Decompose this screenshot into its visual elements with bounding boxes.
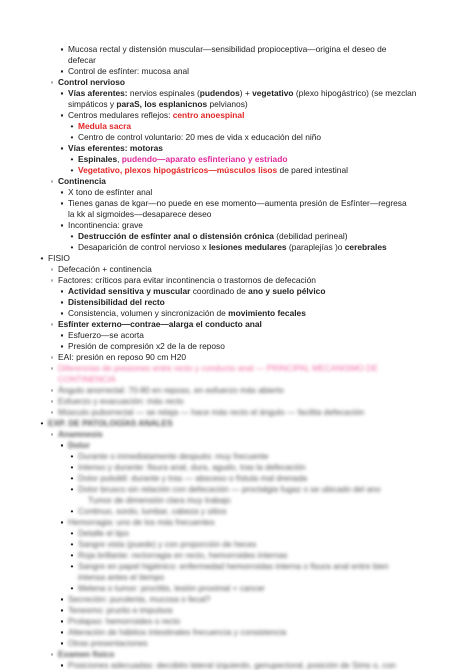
text-line	[60, 44, 387, 54]
bullet-icon: ▪	[60, 627, 64, 637]
bullet-icon: •	[70, 473, 74, 483]
bullet-icon: ▪	[60, 616, 64, 626]
text-run: Prolapso: hemorroides o recto	[68, 616, 181, 626]
bullet-icon: ◦	[50, 319, 54, 329]
text-run: Secreción: purulenta, mucosa o fecal?	[68, 594, 211, 604]
bullet-icon: •	[70, 561, 74, 571]
text-line	[60, 440, 90, 450]
text-run: Ángulo anorrectal: 70-80 en reposo, en esfuerzo más abierto	[58, 385, 284, 395]
text-line	[70, 121, 132, 131]
bullet-icon: ▪	[60, 660, 64, 670]
bullet-icon: ▪	[60, 143, 64, 153]
text-line	[60, 330, 144, 340]
text-line	[70, 539, 257, 549]
text-run: Sangre vista (puede) y con proporción de heces	[78, 539, 257, 549]
bullet-icon: ▪	[60, 638, 64, 648]
text-line	[70, 528, 129, 538]
text-line	[40, 418, 173, 428]
bullet-icon: ▪	[60, 440, 64, 450]
bullet-icon: •	[70, 242, 74, 252]
text-run: Distensibilidad del recto	[68, 297, 165, 307]
text-run: centro anoespinal	[172, 110, 245, 120]
bullet-icon: ◦	[50, 275, 54, 285]
text-run: pudendos	[199, 88, 240, 98]
text-run: ,	[117, 154, 122, 164]
text-line	[70, 473, 308, 483]
text-line	[60, 66, 190, 76]
text-line	[50, 264, 152, 274]
text-line	[60, 660, 396, 670]
bullet-icon: •	[40, 253, 44, 263]
bullet-icon: ▪	[60, 297, 64, 307]
text-run: de pared intestinal	[277, 165, 348, 175]
text-run: Consistencia, volumen y sincronización de	[68, 308, 229, 318]
bullet-icon: ◦	[50, 407, 54, 417]
text-run: Espinales	[78, 154, 118, 164]
text-run: Intenso y durante: fisura anal, dura, agudo, tras la defecación	[78, 462, 306, 472]
text-run: Esfínter externo—contrae—alarga el conducto anal	[58, 319, 262, 329]
text-run: Tumor de dimensión clara muy trabajo	[88, 495, 231, 505]
text-run: Músculo puborrectal — se relaja — hace más recto el ángulo — facilita defecación	[58, 407, 365, 417]
bullet-icon: •	[70, 132, 74, 142]
text-run: Tienes ganas de kgar—no puede en ese momento—aumenta presión de Esfínter—regresa	[68, 198, 407, 208]
text-run: Destrucción de esfínter anal o distensión crónica	[78, 231, 274, 241]
text-run: Incontinencia: grave	[68, 220, 143, 230]
text-run: Control de esfínter: mucosa anal	[68, 66, 190, 76]
text-run: pelvianos)	[207, 99, 248, 109]
text-line	[60, 605, 173, 615]
text-run: Esfuerzo—se acorta	[68, 330, 144, 340]
text-run: Continencia	[58, 176, 106, 186]
text-run: EXP. DE PATOLOGÍAS ANALES	[48, 418, 173, 428]
text-run: Melena o tumor: proctitis, lesión proximal + cancer	[78, 583, 265, 593]
text-run: CONTINENCIA	[58, 374, 116, 384]
text-run: Diferencias de presiones entre recto y conducto anal — PRINCIPAL MECANISMO DE	[58, 363, 378, 373]
text-run: Posiciones adecuadas: decúbito lateral izquierdo, genupectoral, posición de Sims o, con	[68, 660, 396, 670]
text-run: Alteración de hábitos intestinales frecuencia y consistencia	[68, 627, 287, 637]
bullet-icon: •	[70, 550, 74, 560]
text-run: ) +	[239, 88, 253, 98]
text-line	[70, 451, 269, 461]
bullet-icon: ▪	[60, 66, 64, 76]
text-line	[50, 275, 316, 285]
bullet-icon: ▪	[60, 110, 64, 120]
text-line	[60, 297, 165, 307]
bullet-icon: ▪	[60, 198, 64, 208]
text-run: Anamnesis	[58, 429, 103, 439]
text-line	[70, 165, 348, 175]
text-line	[60, 187, 153, 197]
text-run: Durante o inmediatamente después: muy frecuente	[78, 451, 269, 461]
bullet-icon: ◦	[50, 429, 54, 439]
bullet-icon: ◦	[50, 264, 54, 274]
text-run: Desaparición de control nervioso x	[78, 242, 209, 252]
text-run: pudendo—aparato esfinteriano y estriado	[121, 154, 288, 164]
text-line	[50, 176, 106, 186]
text-line	[60, 341, 225, 351]
text-run: EAI: presión en reposo 90 cm H20	[58, 352, 187, 362]
bullet-icon: •	[70, 539, 74, 549]
text-line	[70, 561, 389, 571]
text-line	[50, 363, 378, 373]
bullet-icon: ◦	[50, 77, 54, 87]
text-run: Sangre en papel higiénico: enfermedad hemorroidas interna o fisura anal entre bien	[78, 561, 389, 571]
text-line	[60, 308, 306, 318]
bullet-icon: ▪	[60, 187, 64, 197]
text-run: Centros medulares reflejos:	[68, 110, 173, 120]
bullet-icon: ◦	[50, 649, 54, 659]
bullet-icon: ◦	[50, 352, 54, 362]
text-run: cerebrales	[344, 242, 387, 252]
text-run: Vías aferentes:	[68, 88, 128, 98]
text-run: Factores: críticos para evitar incontinencia o trastornos de defecación	[58, 275, 316, 285]
text-line	[60, 594, 211, 604]
text-run: la kk al sigmoides—desaparece deseo	[68, 209, 212, 219]
text-run: (debilidad perineal)	[273, 231, 348, 241]
text-run: nervios espinales (	[127, 88, 200, 98]
bullet-icon: ◦	[50, 176, 54, 186]
text-run: movimiento fecales	[228, 308, 306, 318]
bullet-icon: ▪	[60, 308, 64, 318]
text-line	[70, 231, 348, 241]
text-line	[60, 627, 287, 637]
text-run: Dolor brusco sin relación con defecación — proctalgia fugaz o se ubicado del ano	[78, 484, 381, 494]
text-line	[50, 396, 184, 406]
text-line	[50, 649, 115, 659]
bullet-icon: ▪	[60, 330, 64, 340]
text-line	[60, 638, 148, 648]
text-run: Examen físico	[58, 649, 115, 659]
text-line	[60, 143, 163, 153]
text-run: Actividad sensitiva y muscular	[68, 286, 191, 296]
text-run: ano y suelo pélvico	[248, 286, 326, 296]
text-run: (plexo hipogástrico) (se mezclan	[293, 88, 417, 98]
bullet-icon: ▪	[60, 605, 64, 615]
text-run: X tono de esfínter anal	[68, 187, 153, 197]
text-line	[50, 352, 187, 362]
bullet-icon: •	[70, 506, 74, 516]
text-run: (paraplejías )o	[286, 242, 345, 252]
bullet-icon: •	[70, 484, 74, 494]
text-run: simpáticos y	[68, 99, 117, 109]
text-run: Mucosa rectal y distensión muscular—sensibilidad propioceptiva—origina el deseo de	[68, 44, 387, 54]
bullet-icon: ◦	[50, 396, 54, 406]
text-run: coordinado de	[190, 286, 249, 296]
bullet-icon: ▪	[60, 220, 64, 230]
bullet-icon: ◦	[50, 385, 54, 395]
text-run: Roja brillante: rectorragia en recto, hemorroides internas	[78, 550, 288, 560]
text-line	[70, 506, 227, 516]
text-line	[68, 99, 248, 109]
text-line	[60, 286, 326, 296]
bullet-icon: •	[70, 462, 74, 472]
text-run: Tenesmo: prurito e impulsos	[68, 605, 173, 615]
bullet-icon: ▪	[60, 517, 64, 527]
text-line	[60, 616, 181, 626]
text-run: Dolor pulsátil: durante y tras — absceso o fístula mal drenada	[78, 473, 308, 483]
text-run: Control nervioso	[58, 77, 126, 87]
text-line	[70, 154, 288, 164]
text-line	[60, 220, 143, 230]
bullet-icon: •	[70, 231, 74, 241]
text-run: paraS, los esplanicnos	[116, 99, 208, 109]
text-line	[70, 583, 265, 593]
bullet-icon: ▪	[60, 44, 64, 54]
text-run: Otras presentaciones	[68, 638, 148, 648]
text-line	[88, 495, 231, 505]
text-run: vegetativo	[252, 88, 294, 98]
bullet-icon: •	[70, 583, 74, 593]
text-line	[60, 517, 215, 527]
text-line	[50, 407, 365, 417]
text-line	[50, 385, 284, 395]
bullet-icon: ▪	[60, 286, 64, 296]
bullet-icon: •	[70, 154, 74, 164]
text-run: Detalle el tipo	[78, 528, 129, 538]
text-line	[68, 55, 96, 65]
text-run: defecar	[68, 55, 96, 65]
text-run: Vías eferentes: motoras	[68, 143, 163, 153]
text-line	[70, 242, 387, 252]
text-line	[50, 77, 126, 87]
text-line	[70, 550, 288, 560]
text-run: Esfuerzo y evacuación: más recto	[58, 396, 184, 406]
bullet-icon: •	[70, 528, 74, 538]
text-line	[70, 484, 381, 494]
text-run: Hemorragia: uno de los más frecuentes	[68, 517, 215, 527]
text-line	[68, 209, 211, 219]
text-run: Medula sacra	[78, 121, 132, 131]
bullet-icon: ▪	[60, 341, 64, 351]
text-run: Vegetativo, plexos hipogástricos—músculos lisos	[78, 165, 278, 175]
bullet-icon: ◦	[50, 363, 54, 373]
text-line	[60, 110, 245, 120]
bullet-icon: •	[70, 451, 74, 461]
text-line	[60, 198, 407, 208]
bullet-icon: ▪	[60, 594, 64, 604]
text-run: Presión de compresión x2 de la de reposo	[68, 341, 225, 351]
bullet-icon: •	[70, 165, 74, 175]
text-run: Continuo, sordo, lumbar, cabeza y sitios	[78, 506, 227, 516]
text-run: FISIO	[48, 253, 70, 263]
text-line	[50, 319, 262, 329]
text-run: Centro de control voluntario: 20 mes de vida x educación del niño	[78, 132, 322, 142]
text-line	[70, 132, 322, 142]
text-run: Defecación + continencia	[58, 264, 152, 274]
text-line	[78, 572, 164, 582]
text-line	[40, 253, 70, 263]
text-line	[60, 88, 417, 98]
text-run: intensa antes el tiempo	[78, 572, 165, 582]
text-line	[70, 462, 306, 472]
text-run: Dolor	[68, 440, 90, 450]
bullet-icon: •	[40, 418, 44, 428]
text-line	[50, 429, 103, 439]
text-run: lesiones medulares	[208, 242, 287, 252]
bullet-icon: •	[70, 121, 74, 131]
bullet-icon: ▪	[60, 88, 64, 98]
text-line	[58, 374, 116, 384]
